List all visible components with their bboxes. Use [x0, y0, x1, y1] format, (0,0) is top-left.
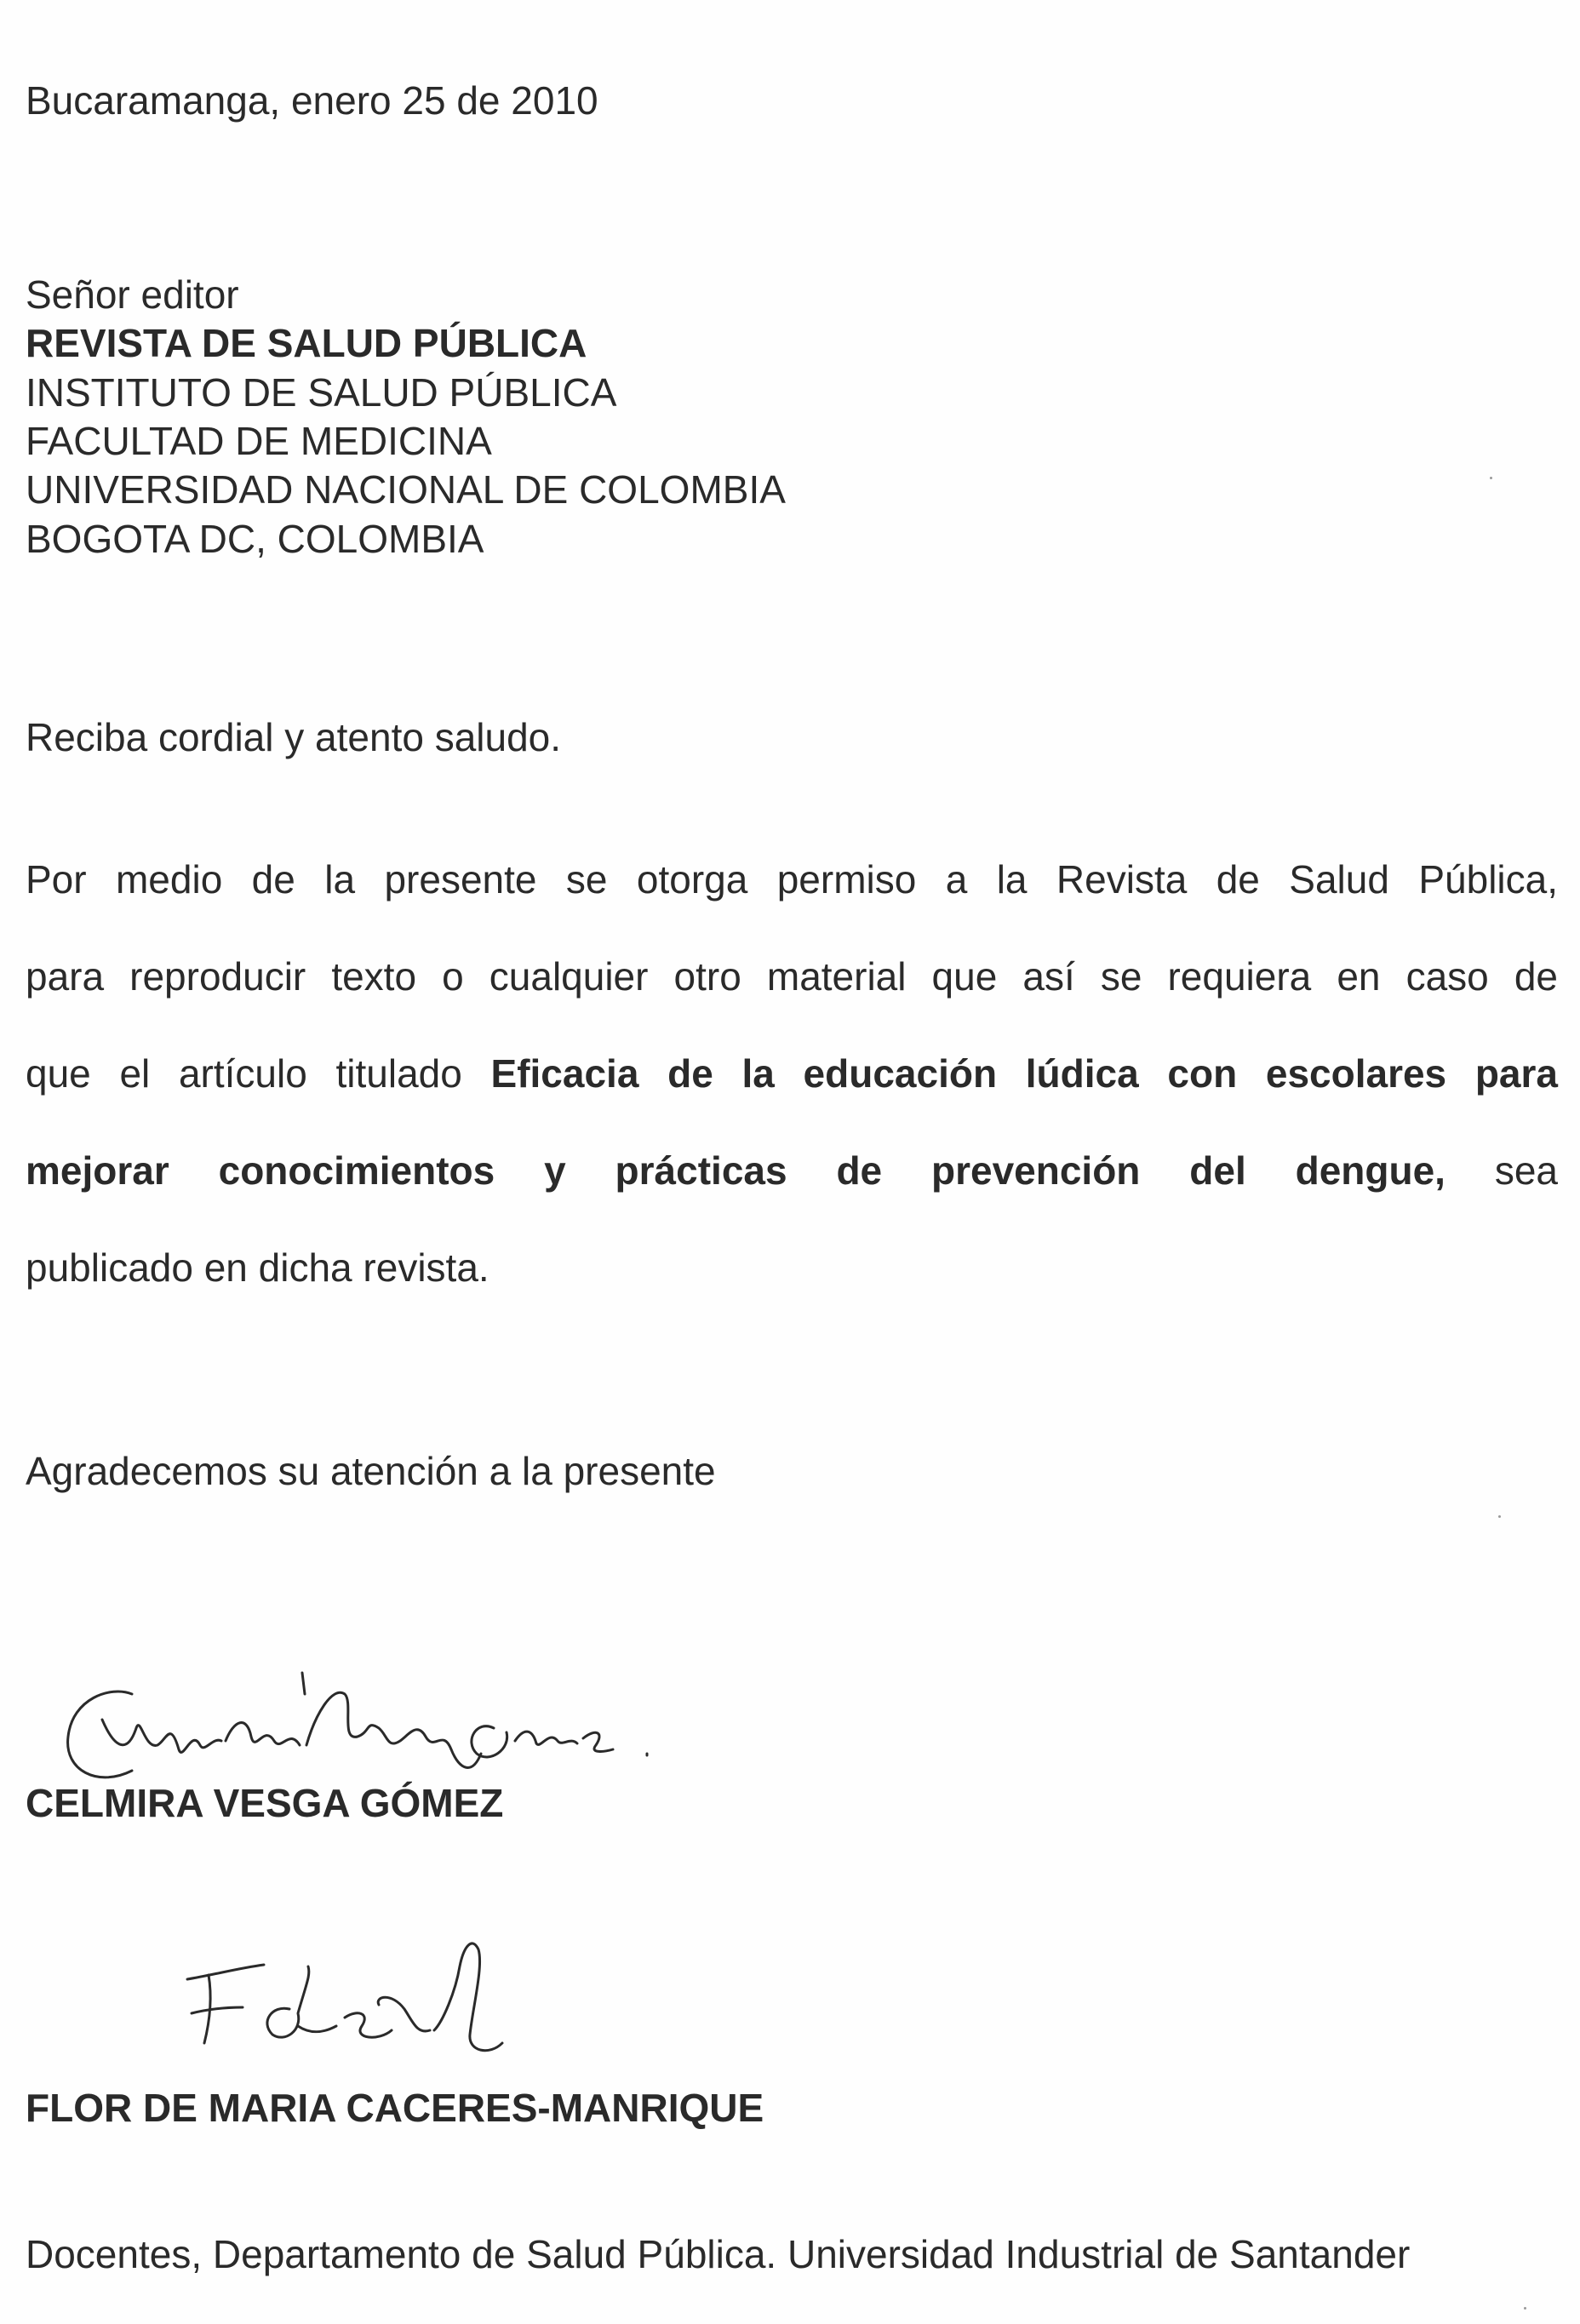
- closing: Agradecemos su atención a la presente: [26, 1449, 716, 1493]
- recipient-city: BOGOTA DC, COLOMBIA: [26, 517, 484, 561]
- recipient-university: UNIVERSIDAD NACIONAL DE COLOMBIA: [26, 467, 786, 512]
- body-line-3-text: que el artículo titulado: [26, 1051, 491, 1096]
- recipient-journal: REVISTA DE SALUD PÚBLICA: [26, 321, 587, 365]
- place-date: Bucaramanga, enero 25 de 2010: [26, 78, 598, 123]
- recipient-institute: INSTITUTO DE SALUD PÚBLICA: [26, 370, 617, 415]
- signature-flor-icon: [162, 1915, 553, 2069]
- article-title-part-1: Eficacia de la educación lúdica con escolares para: [490, 1051, 1558, 1096]
- recipient-faculty: FACULTAD DE MEDICINA: [26, 419, 492, 463]
- signatory-1-name: CELMIRA VESGA GÓMEZ: [26, 1781, 504, 1825]
- recipient-salutation: Señor editor: [26, 272, 239, 317]
- body-paragraph: [26, 856, 1558, 1341]
- body-line-4: [26, 1147, 1558, 1244]
- footer-affiliation: Docentes, Departamento de Salud Pública. Universidad Industrial de Santander: [26, 2232, 1411, 2276]
- signatory-2-name: FLOR DE MARIA CACERES-MANRIQUE: [26, 2086, 764, 2130]
- greeting: Reciba cordial y atento saludo.: [26, 715, 562, 759]
- body-line-5: publicado en dicha revista.: [26, 1245, 489, 1290]
- scan-speck: [1498, 1515, 1501, 1518]
- body-line-1: Por medio de la presente se otorga permiso a la Revista de Salud Pública,: [26, 857, 1558, 902]
- body-line-3: [26, 1050, 1558, 1147]
- body-line-4-text: sea: [1445, 1148, 1558, 1193]
- scan-speck: [1524, 2307, 1526, 2310]
- body-line-2: para reproducir texto o cualquier otro material que así se requiera en caso de: [26, 954, 1558, 999]
- article-title-part-2: mejorar conocimientos y prácticas de prevención del dengue,: [26, 1148, 1445, 1193]
- scan-speck: [1490, 477, 1492, 479]
